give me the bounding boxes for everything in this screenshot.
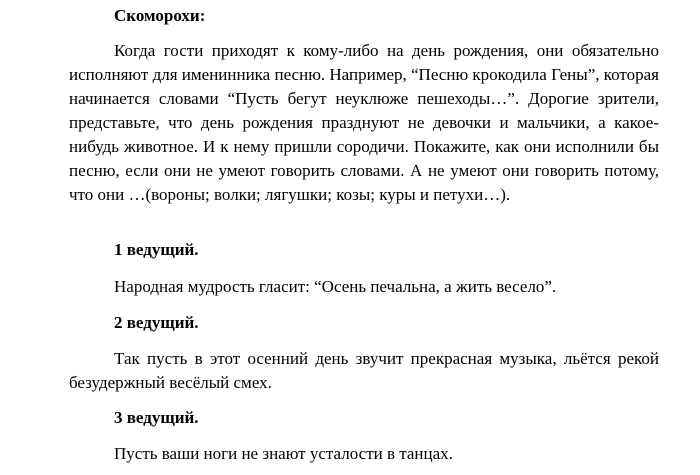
- section-heading-host-2: 2 ведущий.: [114, 313, 199, 332]
- section-paragraph-host-2: Так пусть в этот осенний день звучит прекрасная музыка, льётся рекой безудержный весёлый смех.: [69, 349, 659, 392]
- section-heading-host-1: 1 ведущий.: [114, 240, 199, 259]
- section-heading-skomorokhi: Скоморохи:: [114, 6, 206, 25]
- section-heading-host-3: 3 ведущий.: [114, 408, 199, 427]
- section-paragraph-skomorokhi: Когда гости приходят к кому-либо на день рождения, они обязательно исполняют для именинника песню. Например, “Песню крокодила Гены”, которая начинается словами “Пусть бегут неуклюже пешеходы…”. Дорогие зрители, представьте, что день рождения празднуют не девочки и мальчики, а какое-нибудь животное. И к нему пришли сородичи. Покажите, как они исполнили бы песню, если они не умеют говорить словами. А не умеют они говорить потому, что они …(вороны; волки; лягушки; козы; куры и петухи…).: [69, 41, 659, 204]
- section-paragraph-host-1: Народная мудрость гласит: “Осень печальна, а жить весело”.: [114, 277, 557, 296]
- section-paragraph-host-3: Пусть ваши ноги не знают усталости в танцах.: [114, 444, 453, 463]
